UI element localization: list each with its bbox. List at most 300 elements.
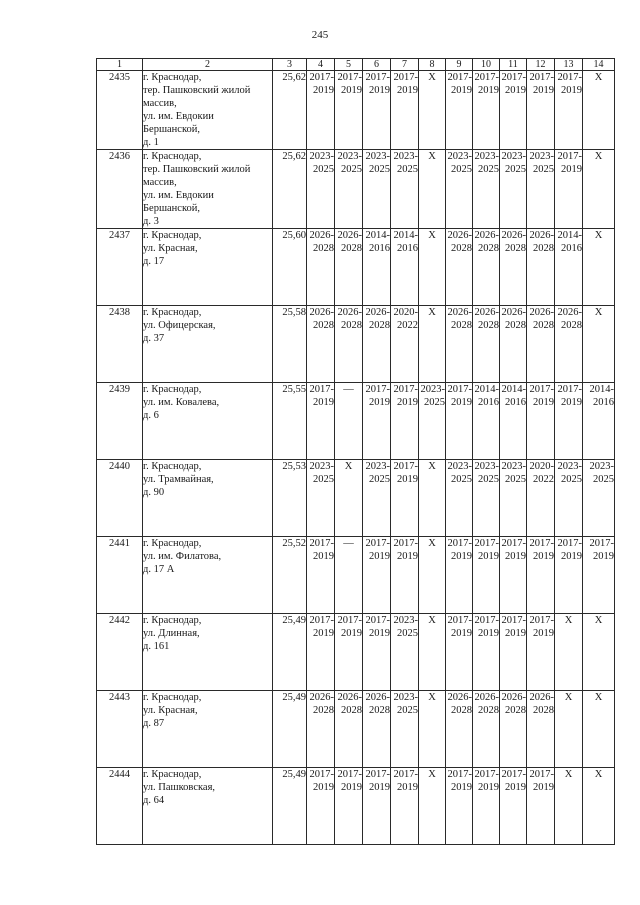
index-value: 25,62 bbox=[273, 150, 307, 229]
period-start: 2017- bbox=[501, 72, 526, 83]
period-end: 2028 bbox=[478, 320, 499, 331]
period-cell-col-5 bbox=[335, 537, 363, 614]
period-end: 2028 bbox=[505, 243, 526, 254]
period-start: 2020- bbox=[393, 307, 418, 318]
period-end: 2019 bbox=[397, 474, 418, 485]
address-line: д. 37 bbox=[143, 333, 165, 344]
period-cell-col-10 bbox=[473, 71, 500, 150]
period-end: 2025 bbox=[451, 474, 472, 485]
period-end: 2019 bbox=[341, 628, 362, 639]
period-start: 2017- bbox=[529, 538, 554, 549]
period-cell-col-14 bbox=[583, 768, 615, 845]
address-line: г. Краснодар, bbox=[143, 151, 202, 162]
period-end: 2019 bbox=[451, 85, 472, 96]
address-line: ул. им. Ковалева, bbox=[143, 397, 220, 408]
period-cell-col-9 bbox=[446, 383, 473, 460]
address-line: ул. Длинная, bbox=[143, 628, 200, 639]
period-cell-col-4 bbox=[307, 229, 335, 306]
period-mark: X bbox=[428, 538, 436, 549]
address-cell bbox=[143, 537, 273, 614]
period-cell-col-14 bbox=[583, 150, 615, 229]
period-cell-col-12 bbox=[527, 71, 555, 150]
period-mark: X bbox=[428, 307, 436, 318]
period-mark: X bbox=[428, 461, 436, 472]
period-cell-col-9 bbox=[446, 306, 473, 383]
period-end: 2016 bbox=[478, 397, 499, 408]
record-number: 2442 bbox=[97, 614, 143, 691]
period-start: 2017- bbox=[365, 615, 390, 626]
period-start: 2017- bbox=[557, 151, 582, 162]
period-cell-col-10 bbox=[473, 229, 500, 306]
period-end: 2019 bbox=[451, 397, 472, 408]
period-end: 2022 bbox=[397, 320, 418, 331]
index-value: 25,55 bbox=[273, 383, 307, 460]
period-cell-col-9 bbox=[446, 229, 473, 306]
period-end: 2025 bbox=[451, 164, 472, 175]
period-cell-col-11 bbox=[500, 229, 527, 306]
period-end: 2028 bbox=[561, 320, 582, 331]
period-end: 2016 bbox=[561, 243, 582, 254]
period-start: 2023- bbox=[529, 151, 554, 162]
index-value: 25,52 bbox=[273, 537, 307, 614]
period-end: 2025 bbox=[505, 474, 526, 485]
period-start: 2023- bbox=[589, 461, 614, 472]
period-mark: X bbox=[594, 615, 603, 626]
period-cell-col-7 bbox=[391, 537, 419, 614]
address-line: д. 17 bbox=[143, 256, 165, 267]
period-end: 2028 bbox=[313, 320, 334, 331]
period-end: 2019 bbox=[593, 551, 614, 562]
period-end: 2019 bbox=[313, 551, 334, 562]
period-cell-col-11 bbox=[500, 71, 527, 150]
period-start: 2023- bbox=[309, 151, 334, 162]
period-start: 2017- bbox=[309, 72, 334, 83]
period-end: 2025 bbox=[478, 474, 499, 485]
period-cell-col-14 bbox=[583, 460, 615, 537]
period-cell-col-7 bbox=[391, 150, 419, 229]
period-cell-col-10 bbox=[473, 614, 500, 691]
period-cell-col-12 bbox=[527, 306, 555, 383]
address-cell bbox=[143, 691, 273, 768]
address-line: г. Краснодар, bbox=[143, 692, 202, 703]
period-cell-col-11 bbox=[500, 383, 527, 460]
period-cell-col-4 bbox=[307, 150, 335, 229]
column-number-14: 14 bbox=[583, 59, 615, 71]
period-end: 2028 bbox=[478, 705, 499, 716]
period-end: 2028 bbox=[505, 320, 526, 331]
period-end: 2028 bbox=[533, 243, 554, 254]
period-cell-col-6 bbox=[363, 614, 391, 691]
period-start: 2017- bbox=[309, 538, 334, 549]
period-cell-col-4 bbox=[307, 537, 335, 614]
period-end: 2019 bbox=[478, 551, 499, 562]
period-cell-col-12 bbox=[527, 383, 555, 460]
period-start: 2017- bbox=[365, 538, 390, 549]
period-start: 2026- bbox=[474, 692, 499, 703]
period-cell-col-6 bbox=[363, 306, 391, 383]
period-start: 2026- bbox=[474, 307, 499, 318]
period-mark: X bbox=[428, 230, 436, 241]
column-number-11: 11 bbox=[500, 59, 527, 71]
period-cell-col-5 bbox=[335, 71, 363, 150]
period-mark: X bbox=[428, 151, 436, 162]
period-start: 2017- bbox=[557, 72, 582, 83]
period-mark: — bbox=[343, 384, 354, 395]
period-end: 2028 bbox=[451, 320, 472, 331]
period-mark: X bbox=[594, 230, 603, 241]
address-line: г. Краснодар, bbox=[143, 461, 202, 472]
period-end: 2019 bbox=[561, 164, 582, 175]
period-end: 2019 bbox=[533, 85, 554, 96]
address-line: ул. Красная, bbox=[143, 705, 198, 716]
period-cell-col-11 bbox=[500, 614, 527, 691]
period-start: 2017- bbox=[557, 384, 582, 395]
period-cell-col-9 bbox=[446, 537, 473, 614]
period-end: 2028 bbox=[505, 705, 526, 716]
table-row bbox=[97, 691, 615, 768]
table-row bbox=[97, 306, 615, 383]
period-start: 2014- bbox=[393, 230, 418, 241]
address-cell bbox=[143, 460, 273, 537]
record-number: 2436 bbox=[97, 150, 143, 229]
period-cell-col-6 bbox=[363, 383, 391, 460]
period-cell-col-7 bbox=[391, 768, 419, 845]
period-end: 2019 bbox=[369, 782, 390, 793]
period-start: 2023- bbox=[474, 151, 499, 162]
period-start: 2026- bbox=[309, 692, 334, 703]
registry-table bbox=[96, 58, 615, 845]
period-end: 2016 bbox=[593, 397, 614, 408]
period-cell-col-4 bbox=[307, 768, 335, 845]
period-end: 2028 bbox=[533, 320, 554, 331]
period-start: 2017- bbox=[337, 615, 362, 626]
period-cell-col-5 bbox=[335, 460, 363, 537]
index-value: 25,60 bbox=[273, 229, 307, 306]
period-cell-col-8 bbox=[419, 71, 446, 150]
period-cell-col-14 bbox=[583, 229, 615, 306]
period-start: 2026- bbox=[474, 230, 499, 241]
period-start: 2026- bbox=[501, 692, 526, 703]
address-line: д. 87 bbox=[143, 718, 165, 729]
period-cell-col-8 bbox=[419, 691, 446, 768]
period-end: 2019 bbox=[313, 782, 334, 793]
table-row bbox=[97, 460, 615, 537]
record-number: 2438 bbox=[97, 306, 143, 383]
address-line: д. 1 bbox=[143, 137, 159, 148]
period-end: 2019 bbox=[533, 628, 554, 639]
period-start: 2023- bbox=[474, 461, 499, 472]
period-cell-col-9 bbox=[446, 460, 473, 537]
period-start: 2026- bbox=[529, 230, 554, 241]
period-cell-col-8 bbox=[419, 768, 446, 845]
period-cell-col-9 bbox=[446, 768, 473, 845]
period-cell-col-13 bbox=[555, 383, 583, 460]
period-end: 2019 bbox=[478, 85, 499, 96]
period-end: 2025 bbox=[397, 628, 418, 639]
column-number-12: 12 bbox=[527, 59, 555, 71]
period-cell-col-9 bbox=[446, 614, 473, 691]
period-end: 2025 bbox=[313, 474, 334, 485]
period-cell-col-13 bbox=[555, 614, 583, 691]
period-cell-col-10 bbox=[473, 691, 500, 768]
period-start: 2017- bbox=[309, 384, 334, 395]
period-mark: X bbox=[564, 692, 573, 703]
period-mark: X bbox=[594, 692, 603, 703]
period-cell-col-6 bbox=[363, 768, 391, 845]
period-start: 2026- bbox=[529, 692, 554, 703]
period-cell-col-4 bbox=[307, 460, 335, 537]
period-cell-col-12 bbox=[527, 460, 555, 537]
period-cell-col-11 bbox=[500, 537, 527, 614]
period-start: 2026- bbox=[337, 230, 362, 241]
address-line: Бершанской, bbox=[143, 124, 201, 135]
period-cell-col-5 bbox=[335, 768, 363, 845]
period-cell-col-11 bbox=[500, 768, 527, 845]
period-start: 2026- bbox=[501, 307, 526, 318]
period-end: 2019 bbox=[505, 628, 526, 639]
period-start: 2023- bbox=[447, 151, 472, 162]
period-cell-col-13 bbox=[555, 537, 583, 614]
address-cell bbox=[143, 229, 273, 306]
period-end: 2022 bbox=[533, 474, 554, 485]
period-start: 2014- bbox=[474, 384, 499, 395]
period-cell-col-6 bbox=[363, 71, 391, 150]
period-end: 2019 bbox=[561, 551, 582, 562]
period-end: 2019 bbox=[369, 551, 390, 562]
period-cell-col-13 bbox=[555, 71, 583, 150]
period-end: 2019 bbox=[341, 782, 362, 793]
period-end: 2016 bbox=[369, 243, 390, 254]
period-cell-col-5 bbox=[335, 383, 363, 460]
period-end: 2019 bbox=[561, 397, 582, 408]
period-cell-col-4 bbox=[307, 71, 335, 150]
address-line: массив, bbox=[143, 98, 177, 109]
period-cell-col-5 bbox=[335, 150, 363, 229]
period-mark: X bbox=[594, 769, 603, 780]
period-start: 2017- bbox=[309, 769, 334, 780]
column-number-10: 10 bbox=[473, 59, 500, 71]
period-end: 2019 bbox=[451, 628, 472, 639]
index-value: 25,49 bbox=[273, 691, 307, 768]
period-start: 2026- bbox=[309, 307, 334, 318]
address-line: г. Краснодар, bbox=[143, 307, 202, 318]
period-cell-col-10 bbox=[473, 768, 500, 845]
record-number: 2444 bbox=[97, 768, 143, 845]
column-number-4: 4 bbox=[307, 59, 335, 71]
table-row bbox=[97, 229, 615, 306]
period-start: 2023- bbox=[501, 151, 526, 162]
period-cell-col-4 bbox=[307, 691, 335, 768]
record-number: 2439 bbox=[97, 383, 143, 460]
address-line: д. 3 bbox=[143, 216, 159, 227]
record-number: 2437 bbox=[97, 229, 143, 306]
table-row bbox=[97, 71, 615, 150]
period-end: 2019 bbox=[505, 782, 526, 793]
header-row bbox=[97, 59, 615, 71]
period-mark: X bbox=[428, 615, 436, 626]
address-line: г. Краснодар, bbox=[143, 230, 202, 241]
column-number-5: 5 bbox=[335, 59, 363, 71]
table-row bbox=[97, 383, 615, 460]
address-line: г. Краснодар, bbox=[143, 384, 202, 395]
period-cell-col-6 bbox=[363, 229, 391, 306]
period-cell-col-12 bbox=[527, 768, 555, 845]
period-end: 2025 bbox=[561, 474, 582, 485]
period-end: 2025 bbox=[397, 705, 418, 716]
column-number-13: 13 bbox=[555, 59, 583, 71]
period-cell-col-8 bbox=[419, 460, 446, 537]
period-cell-col-14 bbox=[583, 306, 615, 383]
period-mark: X bbox=[564, 615, 573, 626]
period-end: 2028 bbox=[341, 320, 362, 331]
period-start: 2017- bbox=[337, 72, 362, 83]
period-cell-col-11 bbox=[500, 306, 527, 383]
period-start: 2017- bbox=[474, 769, 499, 780]
period-start: 2026- bbox=[365, 307, 390, 318]
period-cell-col-7 bbox=[391, 383, 419, 460]
column-number-8: 8 bbox=[419, 59, 446, 71]
address-line: г. Краснодар, bbox=[143, 72, 202, 83]
column-number-3: 3 bbox=[273, 59, 307, 71]
address-line: тер. Пашковский жилой bbox=[143, 164, 251, 175]
period-end: 2019 bbox=[313, 85, 334, 96]
table-row bbox=[97, 150, 615, 229]
period-cell-col-13 bbox=[555, 460, 583, 537]
period-cell-col-7 bbox=[391, 229, 419, 306]
period-end: 2019 bbox=[478, 628, 499, 639]
column-number-2: 2 bbox=[143, 59, 273, 71]
address-cell bbox=[143, 306, 273, 383]
period-start: 2017- bbox=[529, 769, 554, 780]
address-line: ул. им. Евдокии bbox=[143, 190, 214, 201]
period-end: 2019 bbox=[397, 551, 418, 562]
period-cell-col-11 bbox=[500, 150, 527, 229]
period-mark: X bbox=[428, 769, 436, 780]
period-start: 2017- bbox=[365, 72, 390, 83]
period-cell-col-12 bbox=[527, 537, 555, 614]
period-end: 2016 bbox=[397, 243, 418, 254]
period-cell-col-11 bbox=[500, 460, 527, 537]
period-cell-col-6 bbox=[363, 537, 391, 614]
period-end: 2019 bbox=[397, 85, 418, 96]
period-end: 2019 bbox=[313, 397, 334, 408]
period-start: 2020- bbox=[529, 461, 554, 472]
address-line: д. 161 bbox=[143, 641, 170, 652]
period-start: 2017- bbox=[309, 615, 334, 626]
address-line: ул. Красная, bbox=[143, 243, 198, 254]
period-cell-col-7 bbox=[391, 306, 419, 383]
period-end: 2028 bbox=[313, 243, 334, 254]
record-number: 2440 bbox=[97, 460, 143, 537]
period-cell-col-10 bbox=[473, 383, 500, 460]
page-number: 245 bbox=[311, 29, 329, 41]
period-start: 2023- bbox=[393, 692, 418, 703]
record-number: 2441 bbox=[97, 537, 143, 614]
address-line: ул. Офицерская, bbox=[143, 320, 216, 331]
address-line: Бершанской, bbox=[143, 203, 201, 214]
address-cell bbox=[143, 768, 273, 845]
period-end: 2019 bbox=[369, 628, 390, 639]
period-start: 2026- bbox=[337, 692, 362, 703]
period-end: 2019 bbox=[341, 85, 362, 96]
period-start: 2017- bbox=[365, 384, 390, 395]
period-cell-col-7 bbox=[391, 691, 419, 768]
period-cell-col-8 bbox=[419, 614, 446, 691]
address-line: массив, bbox=[143, 177, 177, 188]
period-start: 2017- bbox=[393, 769, 418, 780]
period-mark: X bbox=[564, 769, 573, 780]
period-cell-col-12 bbox=[527, 229, 555, 306]
period-start: 2023- bbox=[420, 384, 445, 395]
period-end: 2019 bbox=[369, 397, 390, 408]
period-start: 2017- bbox=[447, 538, 472, 549]
period-end: 2019 bbox=[533, 782, 554, 793]
address-line: д. 90 bbox=[143, 487, 165, 498]
period-start: 2026- bbox=[529, 307, 554, 318]
period-start: 2017- bbox=[529, 615, 554, 626]
address-line: г. Краснодар, bbox=[143, 615, 202, 626]
column-number-9: 9 bbox=[446, 59, 473, 71]
address-line: г. Краснодар, bbox=[143, 538, 202, 549]
address-cell bbox=[143, 150, 273, 229]
index-value: 25,62 bbox=[273, 71, 307, 150]
period-end: 2025 bbox=[313, 164, 334, 175]
period-cell-col-10 bbox=[473, 460, 500, 537]
period-start: 2026- bbox=[365, 692, 390, 703]
period-cell-col-4 bbox=[307, 614, 335, 691]
period-start: 2023- bbox=[557, 461, 582, 472]
period-end: 2019 bbox=[505, 551, 526, 562]
period-cell-col-6 bbox=[363, 460, 391, 537]
period-cell-col-7 bbox=[391, 71, 419, 150]
period-cell-col-10 bbox=[473, 537, 500, 614]
period-end: 2028 bbox=[369, 320, 390, 331]
period-start: 2017- bbox=[447, 384, 472, 395]
period-cell-col-13 bbox=[555, 768, 583, 845]
period-start: 2023- bbox=[501, 461, 526, 472]
period-cell-col-5 bbox=[335, 614, 363, 691]
period-end: 2019 bbox=[533, 551, 554, 562]
period-start: 2017- bbox=[501, 769, 526, 780]
period-start: 2014- bbox=[501, 384, 526, 395]
period-cell-col-10 bbox=[473, 150, 500, 229]
address-cell bbox=[143, 71, 273, 150]
record-number: 2443 bbox=[97, 691, 143, 768]
period-cell-col-8 bbox=[419, 150, 446, 229]
period-end: 2025 bbox=[424, 397, 445, 408]
period-start: 2017- bbox=[589, 538, 614, 549]
period-start: 2023- bbox=[337, 151, 362, 162]
address-line: ул. им. Евдокии bbox=[143, 111, 214, 122]
period-end: 2028 bbox=[341, 705, 362, 716]
index-value: 25,49 bbox=[273, 768, 307, 845]
index-value: 25,53 bbox=[273, 460, 307, 537]
period-end: 2016 bbox=[505, 397, 526, 408]
period-end: 2019 bbox=[313, 628, 334, 639]
period-end: 2028 bbox=[533, 705, 554, 716]
period-cell-col-9 bbox=[446, 150, 473, 229]
period-cell-col-8 bbox=[419, 306, 446, 383]
period-cell-col-7 bbox=[391, 460, 419, 537]
period-start: 2023- bbox=[309, 461, 334, 472]
period-cell-col-4 bbox=[307, 306, 335, 383]
period-start: 2017- bbox=[393, 538, 418, 549]
period-cell-col-11 bbox=[500, 691, 527, 768]
period-start: 2017- bbox=[529, 72, 554, 83]
period-start: 2017- bbox=[365, 769, 390, 780]
table-row bbox=[97, 614, 615, 691]
period-end: 2028 bbox=[451, 705, 472, 716]
